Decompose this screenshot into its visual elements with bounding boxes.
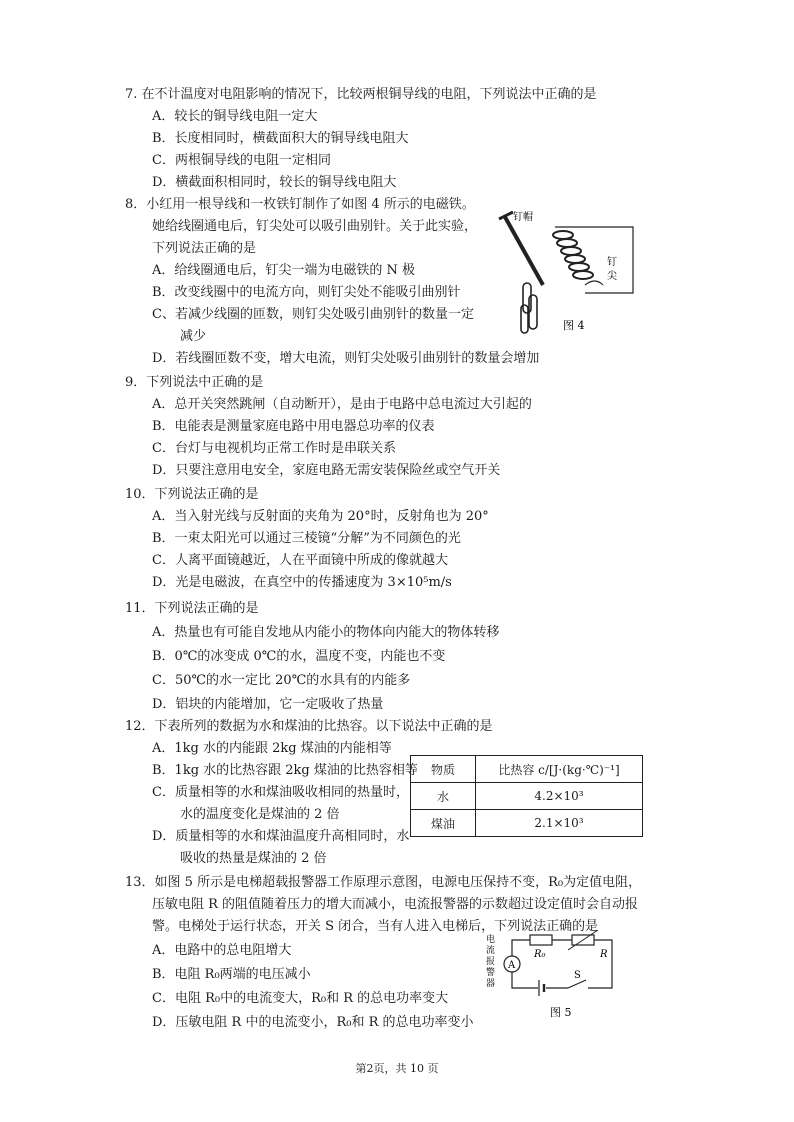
q8-option-b: B．改变线圈中的电流方向，则钉尖处不能吸引曲别针 (152, 285, 461, 300)
q11-option-a: A．热量也有可能自发地从内能小的物体向内能大的物体转移 (152, 625, 500, 640)
q12-option-d-cont: 吸收的热量是煤油的 2 倍 (180, 851, 327, 866)
paper-clips (521, 283, 537, 333)
cell-water-value: 4.2×10³ (476, 783, 643, 810)
q8-option-a: A．给线圈通电后，钉尖一端为电磁铁的 N 极 (152, 263, 416, 278)
r0-label: R₀ (534, 949, 546, 960)
q12-option-c-cont: 水的温度变化是煤油的 2 倍 (180, 807, 340, 822)
alarm-label-char: 报 (486, 957, 496, 967)
q7-option-d: D．横截面积相同时，较长的铜导线电阻大 (152, 175, 397, 190)
q11-option-d: D．铝块的内能增加，它一定吸收了热量 (152, 697, 384, 712)
q12-option-d: D．质量相等的水和煤油温度升高相同时，水 (152, 829, 410, 844)
switch-gap (568, 983, 588, 993)
alarm-label-char: 警 (486, 968, 496, 978)
nail-cap-label: 钉帽 (513, 212, 533, 223)
q10-option-d: D．光是电磁波，在真空中的传播速度为 3×10⁵m/s (152, 575, 452, 590)
q8-option-c-cont: 减少 (180, 329, 207, 344)
q9-option-a: A．总开关突然跳闸（自动断开），是由于电路中总电流过大引起的 (152, 397, 532, 412)
q12-option-a: A．1kg 水的内能跟 2kg 煤油的内能相等 (152, 741, 392, 756)
cell-water: 水 (411, 783, 476, 810)
q13-option-c: C．电阻 R₀中的电流变大，R₀和 R 的总电功率变大 (152, 991, 449, 1006)
nail-tip-label-2: 尖 (607, 271, 617, 282)
q13-stem-line1: 13．如图 5 所示是电梯超载报警器工作原理示意图，电源电压保持不变，R₀为定值电阻， (125, 875, 642, 890)
q7-stem: 7. 在不计温度对电阻影响的情况下，比较两根铜导线的电阻，下列说法中正确的是 (125, 87, 597, 102)
cell-kerosene-value: 2.1×10³ (476, 810, 643, 837)
q10-stem: 10．下列说法正确的是 (125, 487, 259, 502)
q10-option-c: C．人离平面镜越近，人在平面镜中所成的像就越大 (152, 553, 448, 568)
q13-option-d: D．压敏电阻 R 中的电流变小，R₀和 R 的总电功率变小 (152, 1015, 474, 1030)
figure-5-circuit (482, 930, 632, 1030)
q10-option-a: A．当入射光线与反射面的夹角为 20°时，反射角也为 20° (152, 509, 489, 524)
q9-option-c: C．台灯与电视机均正常工作时是串联关系 (152, 441, 396, 456)
q7-option-b: B．长度相同时，横截面积大的铜导线电阻大 (152, 131, 409, 146)
q8-stem-line2: 她给线圈通电后，钉尖处可以吸引曲别针。关于此实验， (152, 219, 478, 234)
alarm-label-char: 流 (486, 946, 496, 956)
switch-label: S (574, 970, 581, 981)
q9-stem: 9．下列说法中正确的是 (125, 375, 264, 390)
q12-option-c: C．质量相等的水和煤油吸收相同的热量时， (152, 785, 409, 800)
q11-option-b: B．0℃的冰变成 0℃的水，温度不变，内能也不变 (152, 649, 446, 664)
figure-4-caption: 图 4 (563, 319, 585, 332)
q8-option-c: C、若减少线圈的匝数，则钉尖处吸引曲别针的数量一定 (152, 307, 474, 322)
header-specific-heat: 比热容 c/[J·(kg·℃)⁻¹] (476, 756, 643, 783)
circuit-wire (512, 940, 612, 988)
alarm-label-char: 电 (486, 935, 496, 945)
figure-4-frame (555, 227, 633, 293)
q11-option-c: C．50℃的水一定比 20℃的水具有的内能多 (152, 673, 411, 688)
cell-kerosene: 煤油 (411, 810, 476, 837)
q9-option-b: B．电能表是测量家庭电路中用电器总功率的仪表 (152, 419, 435, 434)
figure-5-caption: 图 5 (550, 1006, 572, 1019)
q8-option-d: D．若线圈匝数不变，增大电流，则钉尖处吸引曲别针的数量会增加 (152, 351, 540, 366)
coil (553, 231, 593, 279)
q13-option-b: B．电阻 R₀两端的电压减小 (152, 967, 311, 982)
ammeter-label: A (508, 960, 516, 971)
nail-body (505, 217, 543, 285)
q9-option-d: D．只要注意用电安全，家庭电路无需安装保险丝或空气开关 (152, 463, 501, 478)
nail-tip-label-1: 钉 (607, 257, 617, 268)
figure-4-electromagnet (485, 205, 635, 345)
table-header-row (411, 756, 643, 783)
r0-resistor (530, 935, 552, 945)
header-substance: 物质 (411, 756, 476, 783)
nail-tip (585, 281, 603, 285)
table-row (411, 810, 643, 837)
q13-option-a: A．电路中的总电阻增大 (152, 943, 292, 958)
table-row (411, 783, 643, 810)
q8-stem-line1: 8．小红用一根导线和一枚铁钉制作了如图 4 所示的电磁铁。 (125, 197, 475, 212)
q11-stem: 11．下列说法正确的是 (125, 601, 259, 616)
specific-heat-table (410, 755, 643, 837)
q7-option-a: A．较长的铜导线电阻一定大 (152, 109, 318, 124)
r-label: R (600, 949, 608, 960)
q13-stem-line2: 压敏电阻 R 的阻值随着压力的增大而减小，电流报警器的示数超过设定值时会自动报 (152, 897, 639, 912)
q12-stem: 12．下表所列的数据为水和煤油的比热容。以下说法中正确的是 (125, 719, 493, 734)
q7-option-c: C．两根铜导线的电阻一定相同 (152, 153, 331, 168)
q13-stem-line3: 警。电梯处于运行状态，开关 S 闭合，当有人进入电梯后，下列说法正确的是 (152, 919, 599, 934)
alarm-label-char: 器 (486, 979, 496, 989)
q12-option-b: B．1kg 水的比热容跟 2kg 煤油的比热容相等 (152, 763, 418, 778)
alarm-label (486, 933, 495, 989)
q10-option-b: B．一束太阳光可以通过三棱镜“分解”为不同颜色的光 (152, 531, 461, 546)
page-footer: 第2页，共 10 页 (355, 1062, 439, 1075)
q8-stem-line3: 下列说法正确的是 (152, 241, 257, 256)
